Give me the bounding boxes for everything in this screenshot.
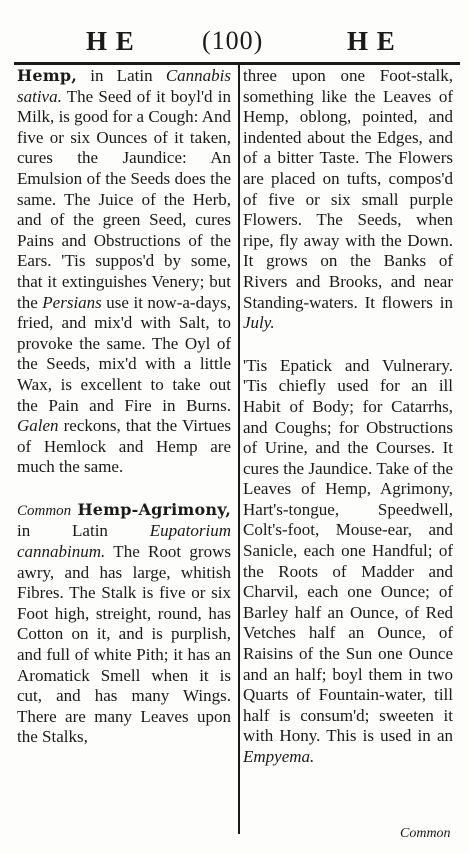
- left-column: [17, 66, 231, 748]
- entry-gap: [17, 478, 231, 500]
- entry-hemp: Hemp, in Latin Cannabis sativa. The Seed of it boyl'd in Milk, is good for a Cough: And five or six Ounces of it taken, cures the Jaundice: An Emulsion of the Seeds does the same. The Juice of the Herb, and of the green Seed, cures Pains and Obstructions of the Ears. 'Tis suppos'd by some, that it extinguishes Venery; but the Persians use it now-a-days, fried, and mix'd with Salt, to provoke the same. The Oyl of the Seeds, mix'd with a little Wax, is excellent to take out the Pain and Fire in Burns. Galen reckons, that the Virtues of Hemlock and Hemp are much the same.: [17, 66, 231, 477]
- description-continued: three upon one Foot-stalk, something like the Leaves of Hemp, oblong, pointed, and indented about the Edges, and of a bitter Taste. The Flowers are placed on tufts, compos'd of five or six small purple Flowers. The Seeds, when ripe, fly away with the Down. It grows on the Banks of Rivers and Brooks, and near Standing-waters. It flowers in July.: [243, 66, 453, 333]
- latin-name: Eupatorium cannabinum.: [17, 521, 231, 562]
- running-head-left: H E: [86, 26, 135, 56]
- header-rule: [14, 62, 460, 65]
- entry-prefix: Common: [17, 502, 72, 519]
- running-head: [14, 22, 459, 62]
- virtues-paragraph: 'Tis Epatick and Vulnerary. 'Tis chiefly used for an ill Habit of Body; for Catarrhs, and Coughs; for Obstructions of Urine, and the Courses. It cures the Jaundice. Take of the Leaves of Hemp, Agrimony, Hart's-tongue, Speedwell, Colt's-foot, Mouse-ear, and Sanicle, each one Handful; of the Roots of Madder and Charvil, each one Ounce; of Barley half an Ounce, of Red Vetches half an Ounce, of Raisins of the Sun one Ounce and an half; boyl them in two Quarts of Fountain-water, till half is consum'd; sweeten it with Hony. This is used in an Empyema.: [243, 355, 453, 766]
- catchword: Common: [400, 826, 451, 841]
- paragraph-gap: [243, 334, 453, 356]
- latin-name: Cannabis sativa.: [17, 66, 231, 106]
- entry-hemp-agrimony: Common Hemp-Agrimony, in Latin Eupatorium cannabinum. The Root grows awry, and has large, whitish Fibres. The Stalk is five or six Foot high, streight, round, has Cotton on it, and is purplish, and full of white Pith; it has an Aromatick Smell when it is cut, and has many Wings. There are many Leaves upon the Stalks,: [17, 499, 231, 747]
- headword-hemp: Hemp,: [17, 66, 77, 85]
- headword-hemp-agrimony: Hemp-Agrimony,: [77, 499, 231, 519]
- column-divider: [238, 64, 240, 834]
- running-head-right: H E: [347, 26, 396, 56]
- right-column: [243, 66, 453, 768]
- page-number: (100): [202, 26, 264, 55]
